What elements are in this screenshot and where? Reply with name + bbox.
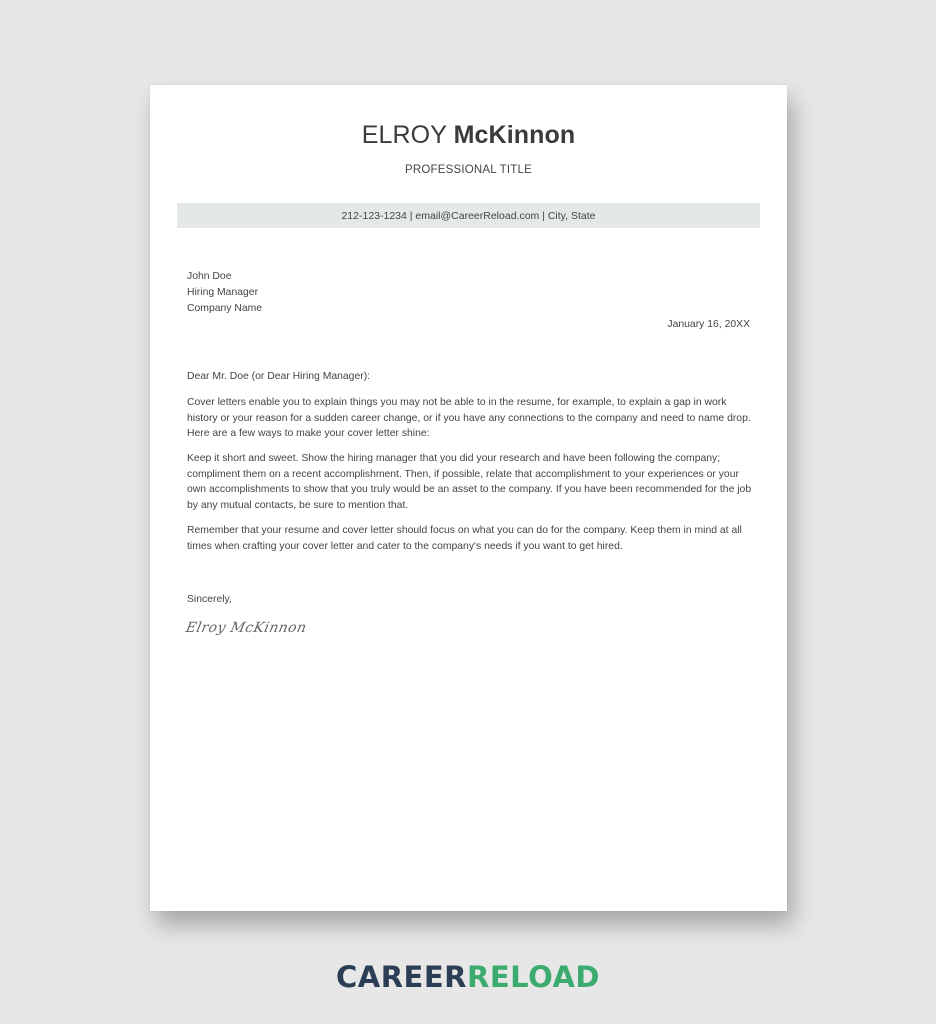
professional-title: PROFESSIONAL TITLE	[405, 164, 532, 176]
recipient-company: Company Name	[187, 302, 263, 314]
applicant-name	[150, 121, 787, 150]
salutation: Dear Mr. Doe (or Dear Hiring Manager):	[187, 371, 371, 382]
contact-bar	[177, 203, 760, 228]
letter-body	[187, 395, 752, 564]
body-paragraph: Keep it short and sweet. Show the hiring manager that you did your research and have been following the company; compliment them on a recent accomplishment. Then, if possible, relate that accomplishment to your experiences or your own accomplishments to show that you truly would be an asset to the company. If you have been recommended for the job by any mutual contacts, be sure to mention that.	[187, 453, 752, 512]
brand-logo	[0, 960, 936, 994]
recipient-name: John Doe	[187, 271, 232, 282]
closing: Sincerely,	[187, 594, 232, 605]
recipient-block	[187, 269, 262, 316]
body-paragraph: Cover letters enable you to explain things you may not be able to in the resume, for example, to explain a gap in work history or your reason for a sudden career change, or if you have any connections to the company and need to name drop. Here are a few ways to make your cover letter shine:	[187, 397, 751, 440]
letter-date: January 16, 20XX	[667, 319, 750, 330]
signature: Elroy McKinnon	[184, 620, 309, 636]
brand-logo-part1: CAREER	[336, 960, 468, 994]
contact-line: 212-123-1234 | email@CareerReload.com | City, State	[341, 209, 596, 222]
brand-logo-part2: RELOAD	[467, 960, 600, 994]
last-name: McKinnon	[453, 121, 576, 149]
first-name: ELROY	[361, 121, 447, 149]
body-paragraph: Remember that your resume and cover letter should focus on what you can do for the company. Keep them in mind at all times when crafting your cover letter and cater to the company's needs if you want to get hired.	[187, 525, 742, 552]
cover-letter-page	[150, 85, 787, 911]
recipient-role: Hiring Manager	[187, 286, 259, 298]
